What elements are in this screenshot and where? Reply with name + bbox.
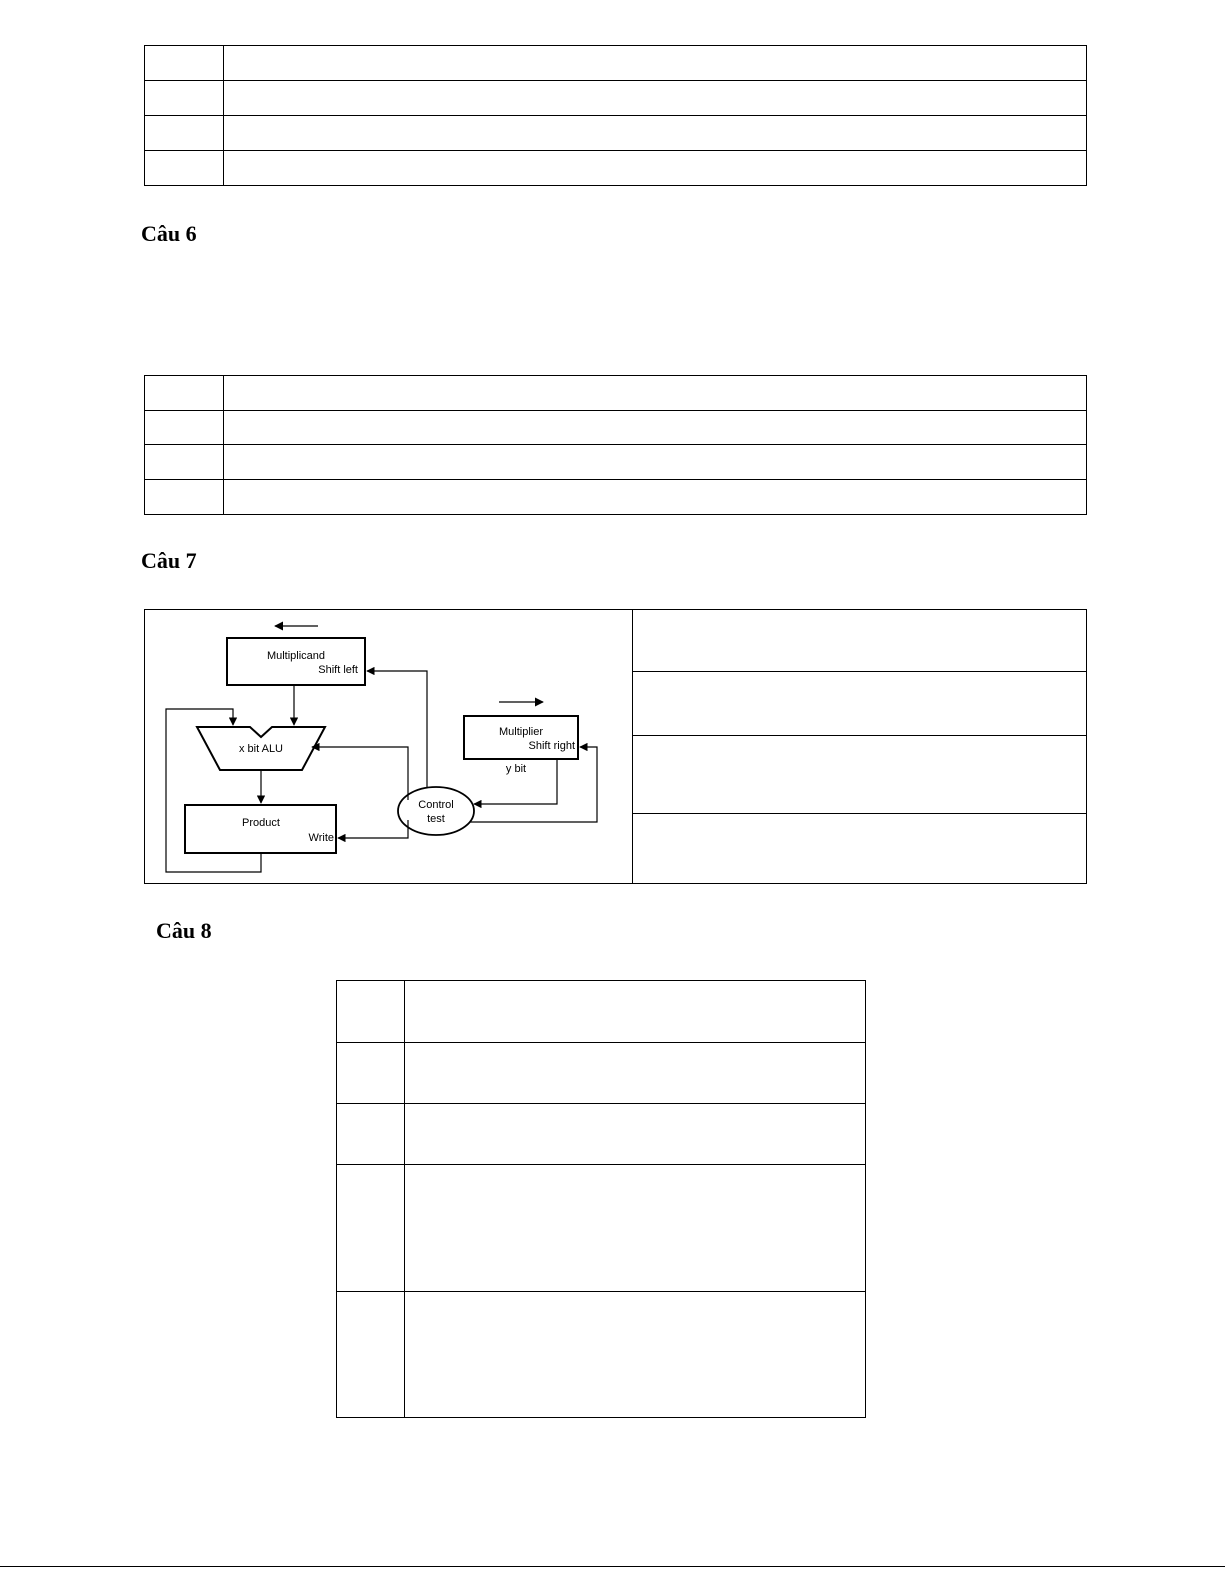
multiplicand-op-label: Shift left: [318, 664, 358, 676]
product-label: Product: [242, 817, 280, 829]
table-row: [337, 1292, 866, 1418]
control-label-line1: Control: [418, 799, 454, 811]
table-cell: [405, 1043, 866, 1104]
multiplier-op-label: Shift right: [528, 740, 575, 752]
table-row: [337, 981, 866, 1043]
control-to-product-arrow: [338, 820, 408, 838]
table-row: [337, 1043, 866, 1104]
control-test-unit: [398, 787, 474, 835]
control-label-line2: test: [427, 813, 445, 825]
table-cell: [337, 1043, 405, 1104]
table-cell: [337, 981, 405, 1043]
table-cell: [405, 1165, 866, 1292]
answer-table-q8: [336, 980, 866, 1418]
multiplicand-label: Multiplicand: [266, 650, 326, 662]
multiplier-bits-label: y bit: [505, 763, 527, 775]
table-cell: [337, 1292, 405, 1418]
page-bottom-rule: [0, 1566, 1225, 1567]
table-cell: [337, 1165, 405, 1292]
question-7-heading: Câu 7: [141, 548, 197, 573]
alu-label: x bit ALU: [238, 743, 284, 755]
question-6-heading: Câu 6: [141, 221, 197, 246]
table-cell: [405, 981, 866, 1043]
table-row: [337, 1104, 866, 1165]
table-cell: [337, 1104, 405, 1165]
product-register: [185, 805, 336, 853]
product-op-label: Write: [308, 832, 334, 844]
table-row: [337, 1165, 866, 1292]
multiplier-label: Multiplier: [498, 726, 544, 738]
table-cell: [405, 1292, 866, 1418]
table-cell: [405, 1104, 866, 1165]
control-to-multiplicand-arrow: [367, 671, 427, 788]
question-8-heading: Câu 8: [156, 918, 212, 943]
control-to-alu-arrow: [312, 747, 408, 800]
